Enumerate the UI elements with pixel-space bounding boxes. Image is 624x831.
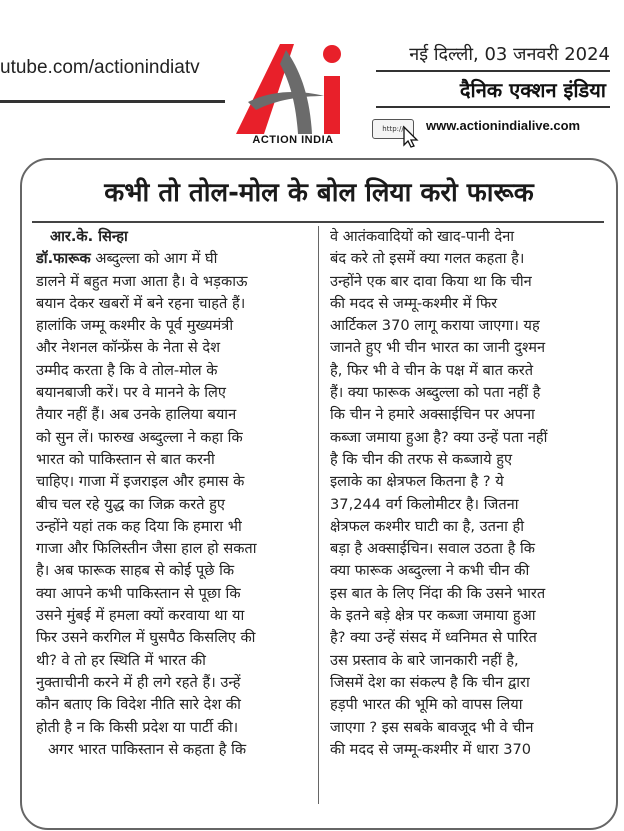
text-line: उस प्रस्ताव के बारे जानकारी नहीं है, — [330, 651, 519, 669]
left-divider — [0, 100, 225, 103]
lead-line — [36, 248, 316, 270]
text-line: हालांकि जम्मू कश्मीर के पूर्व मुख्यमंत्री — [36, 317, 234, 335]
text-line: वे आतंकवादियों को खाद-पानी देना — [330, 228, 515, 245]
text-line: को सुन लें। फारुख अब्दुल्ला ने कहा कि — [36, 428, 243, 446]
headline-divider — [32, 221, 604, 223]
text-line: की मदद से जम्मू-कश्मीर में फिर — [330, 294, 498, 312]
text-line: भारत को पाकिस्तान से बात करनी — [36, 450, 215, 468]
text-line: के इतने बड़े क्षेत्र पर कब्जा जमाया हुआ — [330, 607, 536, 625]
logo-caption: ACTION INDIA — [252, 134, 334, 146]
text-line: है कि चीन की तरफ से कब्जाये हुए — [330, 450, 513, 468]
text-line: फिर उसने करगिल में घुसपैठ किसलिए की — [36, 629, 256, 647]
text-line: उन्होंने यहां तक कह दिया कि हमारा भी — [36, 517, 242, 535]
column-divider — [318, 226, 319, 804]
text-line: उसने मुंबई में हमला क्यों करवाया था या — [36, 607, 245, 625]
column-1-last-line: अगर भारत पाकिस्तान से कहता है कि — [48, 740, 247, 758]
text-line: क्या फारूक अब्दुल्ला ने कभी चीन की — [330, 562, 530, 580]
text-line: गाजा और फिलिस्तीन जैसा हाल हो सकता — [36, 540, 257, 558]
byline: आर.के. सिन्हा — [50, 228, 128, 245]
text-line: बीच चल रहे युद्ध का जिक्र करते हुए — [36, 495, 225, 513]
text-line: थी? वे तो हर स्थिति में भारत की — [36, 651, 206, 669]
article-column-2 — [330, 226, 610, 761]
name-divider — [376, 106, 610, 108]
text-line: जिसमें देश का संकल्प है कि चीन द्वारा — [330, 673, 530, 691]
text-line: बंद करे तो इसमें क्या गलत कहता है। — [330, 250, 525, 268]
youtube-url: utube.com/actionindiatv — [0, 57, 200, 78]
text-line: कब्जा जमाया हुआ है? क्या उन्हें पता नहीं — [330, 428, 548, 446]
text-line: कौन बताए कि विदेश नीति सारे देश की — [36, 696, 241, 714]
column-2-body — [330, 226, 610, 761]
text-line: क्षेत्रफल कश्मीर घाटी का है, उतना ही — [330, 517, 525, 535]
text-line: तैयार नहीं हैं। अब उनके हालिया बयान — [36, 406, 237, 424]
text-line: डालने में बहुत मजा आता है। वे भड़काऊ — [36, 272, 248, 290]
column-1-body — [36, 271, 316, 739]
text-line: उम्मीद करता है कि वे तोल-मोल के — [36, 361, 218, 379]
dateline: नई दिल्ली, 03 जनवरी 2024 — [409, 44, 610, 65]
text-line: जाएगा ? इस सबके बावजूद भी वे चीन — [330, 718, 534, 736]
text-line: नुक्ताचीनी करने में ही लगे रहते हैं। उन्हें — [36, 673, 241, 691]
text-line: आर्टिकल 370 लागू कराया जाएगा। यह — [330, 317, 540, 335]
text-line: हैं। क्या फारूक अब्दुल्ला को पता नहीं है — [330, 384, 541, 402]
text-line: होती है न कि किसी प्रदेश या पार्टी की। — [36, 718, 239, 736]
browser-badge-icon: http:// — [372, 119, 414, 139]
text-line: कि चीन ने हमारे अक्साईचिन पर अपना — [330, 406, 535, 424]
lead-line-rest: अब्दुल्ला को आग में घी — [90, 250, 218, 268]
newspaper-name: दैनिक एक्शन इंडिया — [459, 78, 606, 102]
text-line: की मदद से जम्मू-कश्मीर में धारा 370 — [330, 740, 532, 758]
text-line: है? क्या उन्हें संसद में ध्वनिमत से पारित — [330, 629, 537, 647]
text-line: चाहिए। गाजा में इजराइल और हमास के — [36, 473, 245, 491]
text-line: इलाके का क्षेत्रफल कितना है ? ये — [330, 473, 504, 491]
text-line: बयान देकर खबरों में बने रहना चाहते हैं। — [36, 294, 246, 312]
text-line: क्या आपने कभी पाकिस्तान से पूछा कि — [36, 584, 241, 602]
dateline-divider — [376, 70, 610, 72]
text-line: है, फिर भी वे चीन के पक्ष में बात करते — [330, 361, 534, 379]
article-column-1 — [36, 226, 316, 761]
text-line: उन्होंने एक बार दावा किया था कि चीन — [330, 272, 532, 290]
text-line: है। अब फारूक साहब से कोई पूछे कि — [36, 562, 235, 580]
article-headline: कभी तो तोल-मोल के बोल लिया करो फारूक — [104, 178, 534, 208]
mouse-cursor-icon — [402, 125, 420, 149]
text-line: और नेशनल कॉन्फ्रेंस के नेता से देश — [36, 339, 221, 357]
text-line: 37,244 वर्ग किलोमीटर है। जितना — [330, 495, 519, 513]
text-line: बड़ा है अक्साईचिन। सवाल उठता है कि — [330, 540, 535, 558]
website-url: www.actionindialive.com — [426, 118, 581, 133]
text-line: हड़पी भारत की भूमि को वापस लिया — [330, 696, 523, 714]
text-line: बयानबाजी करें। पर वे मानने के लिए — [36, 384, 226, 402]
text-line: इस बात के लिए निंदा की कि उसने भारत — [330, 584, 546, 602]
text-line: जानते हुए भी चीन भारत का जानी दुश्मन — [330, 339, 546, 357]
lead-word: डॉ.फारूक — [36, 250, 91, 268]
